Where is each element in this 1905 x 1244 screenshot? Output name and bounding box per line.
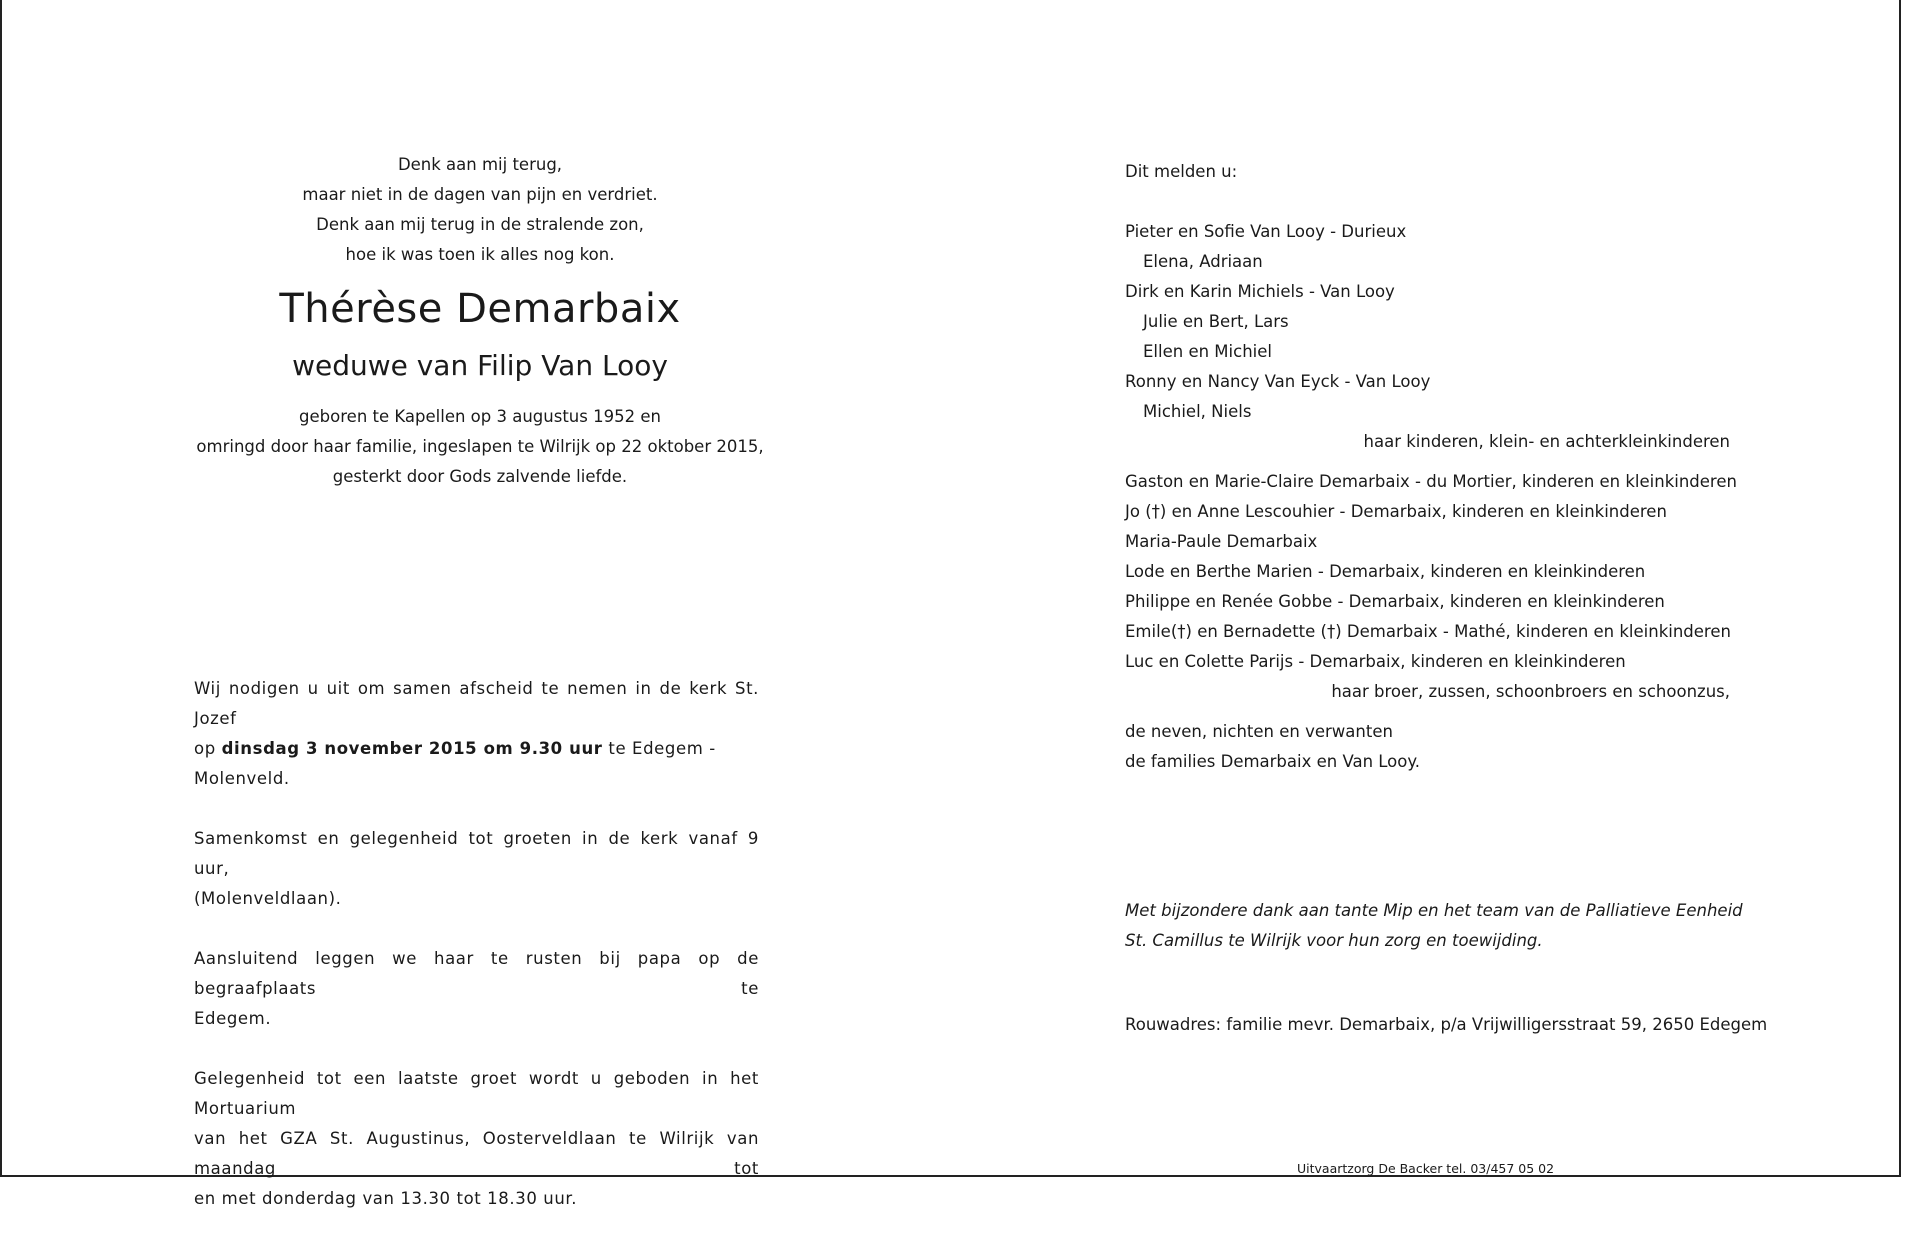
mourning-address: Rouwadres: familie mevr. Demarbaix, p/a Vrijwilligersstraat 59, 2650 Edegem — [1125, 1015, 1768, 1034]
list-item: Ronny en Nancy Van Eyck - Van Looy — [1125, 372, 1431, 391]
invitation-ceremony — [194, 674, 759, 794]
deceased-name: Thérèse Demarbaix — [279, 286, 681, 332]
birth-line: geboren te Kapellen op 3 augustus 1952 en — [299, 407, 661, 426]
family-intro: Dit melden u: — [1125, 162, 1238, 181]
thanks-note — [1125, 896, 1745, 956]
list-item: Luc en Colette Parijs - Demarbaix, kinderen en kleinkinderen — [1125, 652, 1626, 671]
birth-line: omringd door haar familie, ingeslapen te Wilrijk op 22 oktober 2015, — [196, 437, 764, 456]
list-item: Ellen en Michiel — [1143, 342, 1272, 361]
list-item: Emile(†) en Bernadette (†) Demarbaix - Mathé, kinderen en kleinkinderen — [1125, 622, 1731, 641]
invitation-line: Samenkomst en gelegenheid tot groeten in de kerk vanaf 9 uur, — [194, 829, 759, 878]
thanks-line: St. Camillus te Wilrijk voor hun zorg en toewijding. — [1125, 931, 1543, 950]
poem-line: Denk aan mij terug in de stralende zon, — [316, 215, 644, 234]
list-item: Gaston en Marie-Claire Demarbaix - du Mortier, kinderen en kleinkinderen — [1125, 472, 1737, 491]
siblings-caption: haar broer, zussen, schoonbroers en schoonzus, — [1331, 682, 1730, 701]
list-item: Elena, Adriaan — [1143, 252, 1263, 271]
list-item: Michiel, Niels — [1143, 402, 1252, 421]
list-item: Dirk en Karin Michiels - Van Looy — [1125, 282, 1395, 301]
invitation — [194, 674, 759, 1244]
other-relatives — [1125, 717, 1730, 777]
deceased-subtitle: weduwe van Filip Van Looy — [292, 349, 668, 382]
funeral-director-footer: Uitvaartzorg De Backer tel. 03/457 05 02 — [1297, 1161, 1555, 1176]
children-caption: haar kinderen, klein- en achterkleinkinderen — [1363, 432, 1730, 451]
poem — [190, 150, 770, 270]
list-item: Maria-Paule Demarbaix — [1125, 532, 1318, 551]
invitation-line: en met donderdag van 13.30 tot 18.30 uur. — [194, 1189, 578, 1208]
poem-line: maar niet in de dagen van pijn en verdriet. — [302, 185, 658, 204]
poem-line: Denk aan mij terug, — [397, 155, 563, 174]
invitation-text: te Edegem - Molenveld. — [194, 739, 716, 788]
invitation-burial — [194, 944, 759, 1034]
left-panel — [190, 150, 770, 492]
list-item: de neven, nichten en verwanten — [1125, 722, 1393, 741]
invitation-line: (Molenveldlaan). — [194, 889, 342, 908]
invitation-line: van het GZA St. Augustinus, Oosterveldlaan te Wilrijk van maandag tot — [194, 1129, 759, 1178]
thanks-line: Met bijzondere dank aan tante Mip en het team van de Palliatieve Eenheid — [1125, 901, 1743, 920]
list-item: Jo (†) en Anne Lescouhier - Demarbaix, kinderen en kleinkinderen — [1125, 502, 1667, 521]
invitation-line: Wij nodigen u uit om samen afscheid te nemen in de kerk St. Jozef — [194, 679, 759, 728]
invitation-line: Aansluitend leggen we haar te rusten bij papa op de begraafplaats te — [194, 949, 759, 998]
list-item: Philippe en Renée Gobbe - Demarbaix, kinderen en kleinkinderen — [1125, 592, 1665, 611]
family-announcement — [1125, 157, 1737, 777]
invitation-line: Gelegenheid tot een laatste groet wordt u geboden in het Mortuarium — [194, 1069, 759, 1118]
invitation-text: op — [194, 739, 216, 758]
list-item: Pieter en Sofie Van Looy - Durieux — [1125, 222, 1407, 241]
invitation-gathering — [194, 824, 759, 914]
siblings-list — [1125, 467, 1737, 707]
ceremony-datetime: dinsdag 3 november 2015 om 9.30 uur — [221, 739, 603, 758]
birth-info — [190, 402, 770, 492]
birth-line: gesterkt door Gods zalvende liefde. — [332, 467, 628, 486]
invitation-line — [194, 734, 759, 794]
children-list — [1125, 217, 1730, 457]
list-item: Lode en Berthe Marien - Demarbaix, kinderen en kleinkinderen — [1125, 562, 1646, 581]
poem-line: hoe ik was toen ik alles nog kon. — [345, 245, 615, 264]
list-item: Julie en Bert, Lars — [1143, 312, 1289, 331]
invitation-line: Edegem. — [194, 1009, 272, 1028]
list-item: de families Demarbaix en Van Looy. — [1125, 752, 1421, 771]
